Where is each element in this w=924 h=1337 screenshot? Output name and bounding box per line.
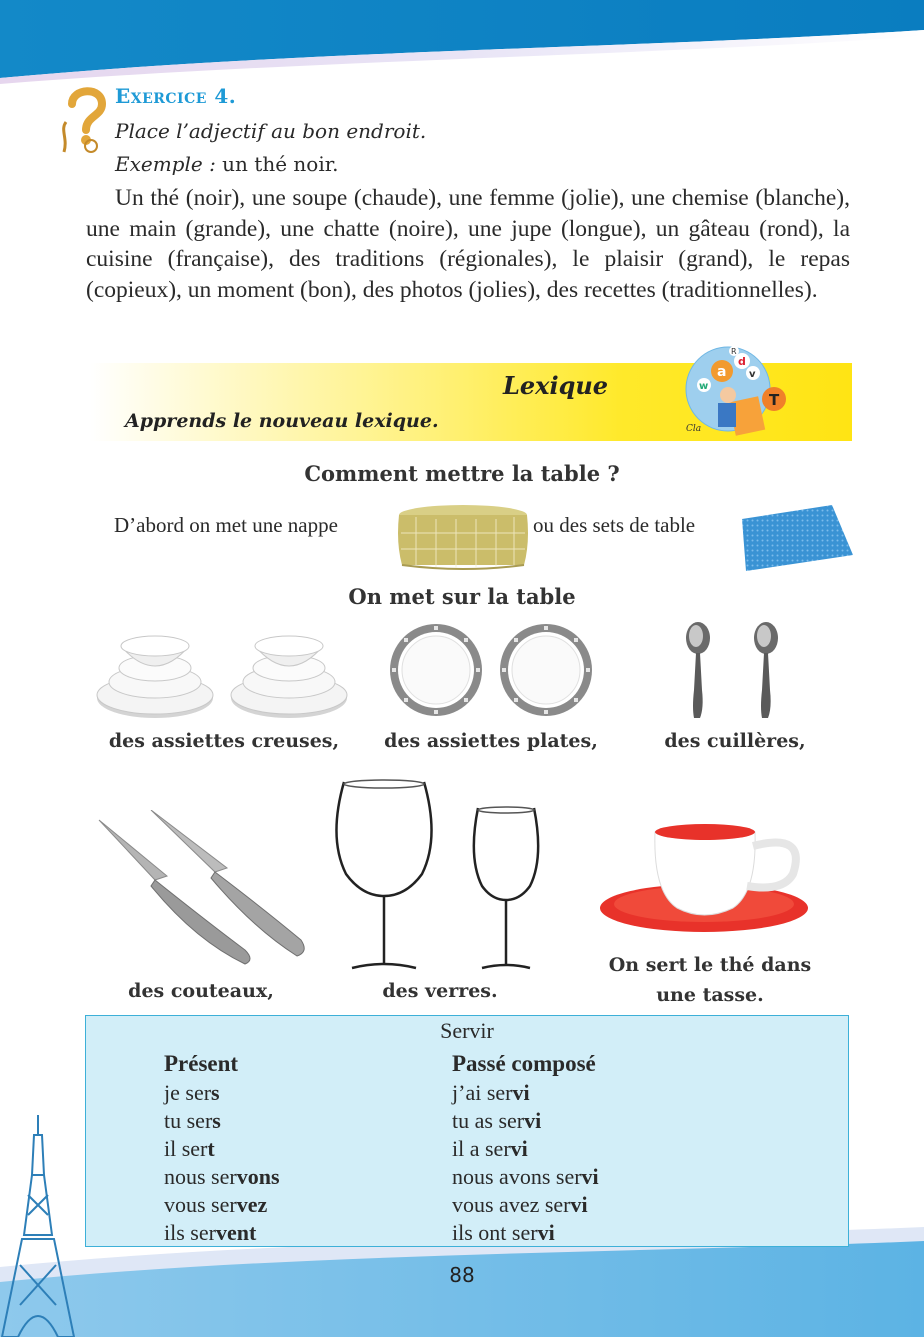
verb-stem: nous avons ser — [452, 1164, 582, 1189]
verb-ending: vent — [215, 1220, 257, 1245]
sets-text: ou des sets de table — [533, 513, 696, 537]
passe-row — [452, 1135, 599, 1163]
exercise-title: Exercice 4. — [115, 84, 237, 108]
svg-text:w: w — [699, 381, 709, 392]
verb-stem: ils ont ser — [452, 1220, 538, 1245]
caption-spoons: des cuillères, — [664, 730, 806, 752]
passe-row — [452, 1191, 599, 1219]
svg-text:v: v — [749, 369, 756, 380]
verb-stem: ils ser — [164, 1220, 216, 1245]
conjugation-verb: Servir — [440, 1018, 494, 1043]
exercise-example — [115, 152, 338, 176]
passe-row — [452, 1107, 599, 1135]
lexique-title: Lexique — [503, 371, 609, 400]
knives-image — [95, 810, 310, 975]
verb-stem: nous ser — [164, 1164, 237, 1189]
svg-text:T: T — [769, 391, 780, 409]
verb-stem: il ser — [164, 1136, 208, 1161]
teacup-image — [597, 822, 811, 934]
caption-teacup: On sert le thé dans une tasse. — [608, 954, 812, 1006]
present-row — [164, 1219, 280, 1247]
present-row — [164, 1135, 280, 1163]
verb-ending: vez — [236, 1192, 268, 1217]
present-row — [164, 1163, 280, 1191]
example-label: Exemple : — [115, 152, 216, 176]
caption-deep-plates: des assiettes creuses, — [108, 730, 340, 752]
svg-text:R: R — [731, 347, 737, 356]
svg-text:d: d — [738, 355, 746, 368]
present-row — [164, 1191, 280, 1219]
caption-knives: des couteaux, — [128, 980, 274, 1002]
example-text: un thé noir. — [215, 152, 339, 176]
verb-ending: vons — [236, 1164, 280, 1189]
verb-ending: vi — [570, 1192, 588, 1217]
svg-text:a: a — [717, 364, 727, 380]
passe-compose-column — [452, 1049, 599, 1247]
verb-ending: s — [211, 1080, 220, 1105]
verb-stem: je ser — [164, 1080, 212, 1105]
verb-stem: tu ser — [164, 1108, 213, 1133]
passe-row — [452, 1219, 599, 1247]
verb-ending: vi — [524, 1108, 542, 1133]
exercise-body: Un thé (noir), une soupe (chaude), une femme (jolie), une chemise (blanche), une main (grande), une chatte (noire), une jupe (longue), un gâteau (rond), la cuisine (française), des traditions (régionales), le plaisir (grand), le repas (copieux), un moment (bon), des photos (jolies), des recettes (traditionnelles). — [86, 185, 850, 303]
present-column — [164, 1049, 280, 1247]
verb-stem: j’ai ser — [452, 1080, 513, 1105]
verb-ending: vi — [537, 1220, 555, 1245]
alphabet-reader-icon — [678, 343, 790, 443]
table-heading: Comment mettre la table ? — [304, 461, 620, 486]
page-number: 88 — [449, 1263, 475, 1287]
conjugation-box — [85, 1015, 849, 1247]
passe-row — [452, 1163, 599, 1191]
spoons-image — [676, 620, 786, 720]
passe-row — [452, 1079, 599, 1107]
top-decorative-band — [0, 0, 924, 90]
exercise-instruction: Place l’adjectif au bon endroit. — [115, 119, 427, 143]
eiffel-tower-icon — [0, 1115, 80, 1337]
question-mark-icon — [58, 82, 108, 162]
deep-plates-image — [95, 620, 355, 720]
present-row — [164, 1107, 280, 1135]
verb-ending: vi — [510, 1136, 528, 1161]
verb-stem: il a ser — [452, 1136, 511, 1161]
placemat-image — [740, 503, 855, 573]
present-header: Présent — [164, 1051, 239, 1076]
flat-plates-image — [388, 620, 593, 720]
glasses-image — [322, 778, 554, 974]
verb-ending: s — [212, 1108, 221, 1133]
table-subheading: On met sur la table — [348, 584, 576, 609]
verb-ending: vi — [512, 1080, 530, 1105]
nappe-text: D’abord on met une nappe — [114, 513, 338, 537]
tablecloth-image — [396, 503, 530, 573]
verb-stem: vous avez ser — [452, 1192, 571, 1217]
svg-text:Cla: Cla — [686, 424, 702, 434]
verb-stem: vous ser — [164, 1192, 237, 1217]
present-row — [164, 1079, 280, 1107]
verb-ending: vi — [581, 1164, 599, 1189]
lexique-subtitle: Apprends le nouveau lexique. — [125, 410, 439, 432]
caption-glasses: des verres. — [382, 980, 498, 1002]
caption-flat-plates: des assiettes plates, — [384, 730, 598, 752]
passe-compose-header: Passé composé — [452, 1051, 596, 1076]
verb-stem: tu as ser — [452, 1108, 525, 1133]
verb-ending: t — [207, 1136, 215, 1161]
